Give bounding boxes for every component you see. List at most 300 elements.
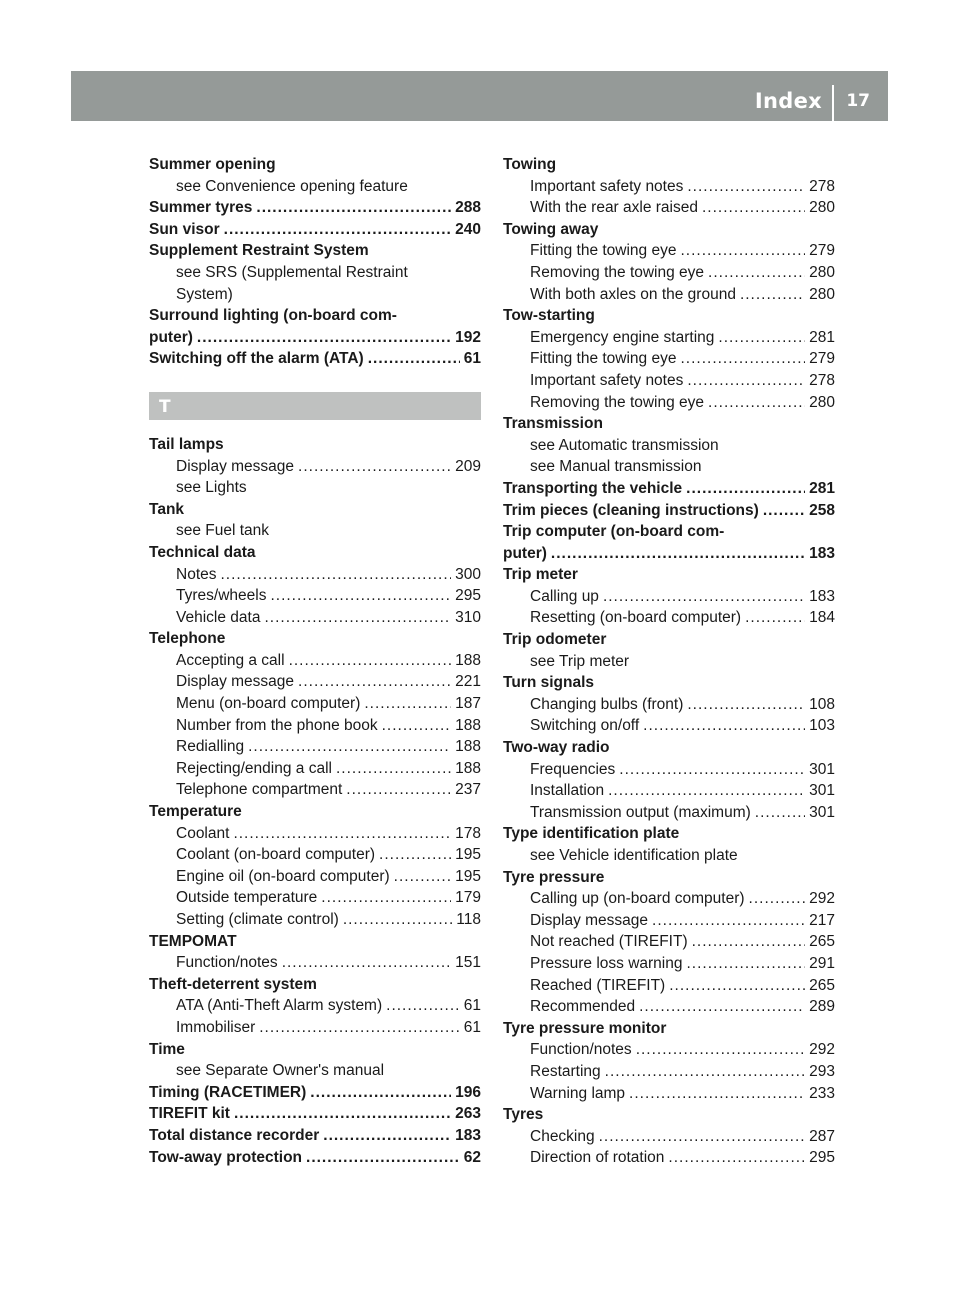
page-reference: 278 [809, 371, 835, 389]
entry-text: Surround lighting (on-board com- [149, 307, 397, 325]
index-subentry [149, 607, 481, 629]
entry-text: Coolant [176, 824, 230, 842]
entry-text: Timing (RACETIMER) [149, 1083, 307, 1101]
entry-text: Pressure loss warning [530, 954, 683, 972]
entry-text: Removing the towing eye [530, 263, 705, 281]
page-reference: 288 [455, 199, 481, 217]
dot-leader [755, 802, 805, 824]
page-reference: 151 [455, 954, 481, 972]
entry-text: see Trip meter [530, 652, 630, 670]
entry-text: Immobiliser [176, 1018, 256, 1036]
index-heading [149, 1103, 481, 1125]
entry-text: Reached (TIREFIT) [530, 976, 666, 994]
entry-text: Tow-starting [503, 307, 595, 325]
dot-leader [708, 262, 805, 284]
page-reference: 217 [809, 911, 835, 929]
entry-text: Recommended [530, 998, 636, 1016]
dot-leader [386, 995, 460, 1017]
index-subentry [149, 456, 481, 478]
dot-leader [639, 996, 805, 1018]
index-line [176, 477, 481, 499]
dot-leader [643, 715, 805, 737]
entry-text: Coolant (on-board computer) [176, 846, 376, 864]
entry-text: Tail lamps [149, 435, 224, 453]
index-line [176, 262, 481, 305]
index-line [176, 823, 481, 845]
entry-text: Number from the phone book [176, 716, 378, 734]
entry-text: ATA (Anti-Theft Alarm system) [176, 997, 383, 1015]
entry-text: Resetting (on-board computer) [530, 609, 742, 627]
page-reference: 295 [809, 1149, 835, 1167]
entry-text: see Automatic transmission [530, 436, 719, 454]
index-line [503, 543, 835, 565]
index-heading [503, 672, 835, 694]
index-line [530, 953, 835, 975]
index-subentry [149, 176, 481, 198]
index-heading [503, 1018, 835, 1040]
entry-text: Turn signals [503, 674, 595, 692]
entry-text: Rejecting/ending a call [176, 759, 332, 777]
entry-text: Transmission [503, 415, 603, 433]
index-line [149, 1039, 481, 1061]
index-line [530, 845, 835, 867]
index-line [149, 801, 481, 823]
dot-leader [652, 910, 805, 932]
index-subentry [149, 887, 481, 909]
index-subentry [503, 197, 835, 219]
index-line [530, 586, 835, 608]
dot-leader [763, 500, 805, 522]
index-line [530, 392, 835, 414]
entry-text: Trip computer (on-board com- [503, 523, 725, 541]
dot-leader [270, 585, 451, 607]
page-reference: 188 [455, 651, 481, 669]
entry-text: see Manual transmission [530, 458, 702, 476]
dot-leader [282, 952, 451, 974]
index-line [530, 996, 835, 1018]
dot-leader [680, 240, 805, 262]
index-line [503, 521, 835, 543]
index-heading [503, 500, 835, 522]
index-subentry [149, 758, 481, 780]
index-line [530, 176, 835, 198]
index-line [530, 975, 835, 997]
dot-leader [686, 953, 805, 975]
index-line [530, 370, 835, 392]
index-heading [503, 413, 835, 435]
index-subentry [503, 759, 835, 781]
index-subentry [149, 715, 481, 737]
dot-leader [323, 1125, 451, 1147]
entry-text: Redialling [176, 738, 245, 756]
page-reference: 188 [455, 759, 481, 777]
index-line [149, 931, 481, 953]
index-line [530, 1147, 835, 1169]
index-line [176, 585, 481, 607]
page-reference: 178 [455, 824, 481, 842]
dot-leader [745, 607, 805, 629]
index-subentry [149, 736, 481, 758]
index-subentry [503, 888, 835, 910]
entry-text: see Vehicle identification plate [530, 847, 738, 864]
entry-text: Type identification plate [503, 825, 680, 843]
entry-text: Switching off the alarm (ATA) [149, 350, 364, 368]
dot-leader [289, 650, 452, 672]
index-subentry [149, 564, 481, 586]
index-subentry [503, 953, 835, 975]
index-line [503, 823, 835, 845]
index-line [176, 607, 481, 629]
entry-text: With both axles on the ground [530, 285, 736, 303]
dot-leader [687, 694, 805, 716]
index-line [530, 1061, 835, 1083]
index-line [530, 931, 835, 953]
page-reference: 103 [809, 717, 835, 735]
entry-text: Removing the towing eye [530, 393, 705, 411]
index-line [176, 844, 481, 866]
dot-leader [718, 327, 805, 349]
index-heading [149, 974, 481, 996]
entry-text: Sun visor [149, 220, 220, 238]
entry-text: Two-way radio [503, 739, 610, 757]
index-line [503, 154, 835, 176]
page-reference: 281 [809, 328, 835, 346]
dot-leader [346, 779, 451, 801]
index-heading [149, 305, 481, 327]
dot-leader [749, 888, 806, 910]
index-subentry [503, 370, 835, 392]
dot-leader [306, 1147, 460, 1169]
right-column [503, 154, 835, 1169]
dot-leader [382, 715, 452, 737]
index-line [503, 629, 835, 651]
index-subentry [149, 262, 481, 305]
index-subentry [503, 715, 835, 737]
page-reference: 278 [809, 177, 835, 195]
dot-leader [687, 176, 805, 198]
index-heading [149, 240, 481, 262]
dot-leader [708, 392, 805, 414]
entry-text: Function/notes [176, 954, 278, 972]
page-reference: 265 [809, 976, 835, 994]
header-divider [832, 85, 834, 121]
dot-leader [224, 219, 451, 241]
page-reference: 188 [455, 738, 481, 756]
section-letter-bar: T [149, 392, 481, 420]
index-subentry [149, 520, 481, 542]
page-reference: 279 [809, 242, 835, 260]
entry-text: With the rear axle raised [530, 199, 698, 217]
index-subentry [149, 693, 481, 715]
page-reference: 280 [809, 285, 835, 303]
index-line [176, 887, 481, 909]
left-column [149, 154, 481, 1168]
dot-leader [551, 543, 805, 565]
page-number: 17 [846, 91, 870, 111]
index-line [176, 456, 481, 478]
entry-text: Accepting a call [176, 651, 285, 669]
entry-text: Notes [176, 565, 217, 583]
entry-text: Transporting the vehicle [503, 479, 683, 497]
entry-text: Warning lamp [530, 1084, 626, 1102]
page-reference: 279 [809, 350, 835, 368]
index-line [176, 995, 481, 1017]
page-reference: 221 [455, 673, 481, 691]
index-subentry [503, 1147, 835, 1169]
index-line [149, 1125, 481, 1147]
index-line [176, 520, 481, 542]
index-heading [149, 219, 481, 241]
dot-leader [379, 844, 451, 866]
index-heading [503, 823, 835, 845]
index-heading [503, 543, 835, 565]
page-reference: 237 [455, 781, 481, 799]
index-subentry [149, 909, 481, 931]
index-line [530, 888, 835, 910]
index-line [176, 1017, 481, 1039]
page-reference: 281 [809, 479, 835, 497]
entry-text: Vehicle data [176, 608, 261, 626]
entry-text: Theft-deterrent system [149, 975, 317, 993]
index-line [176, 176, 481, 198]
index-line [176, 909, 481, 931]
index-heading [149, 801, 481, 823]
page-reference: 295 [455, 587, 481, 605]
entry-text: Towing away [503, 220, 599, 238]
entry-text: Technical data [149, 543, 256, 561]
dot-leader [669, 975, 805, 997]
index-heading [149, 931, 481, 953]
dot-leader [264, 607, 451, 629]
index-line [530, 348, 835, 370]
index-line [176, 736, 481, 758]
index-subentry [149, 1060, 481, 1082]
entry-text: Fitting the towing eye [530, 242, 677, 260]
index-heading [503, 1104, 835, 1126]
entry-text: Tyres/wheels [176, 587, 267, 605]
index-line [176, 758, 481, 780]
index-line [503, 305, 835, 327]
entry-text: Trip meter [503, 566, 578, 584]
index-line [530, 456, 835, 478]
index-line [530, 780, 835, 802]
index-subentry [149, 585, 481, 607]
page-reference: 301 [809, 803, 835, 821]
index-subentry [149, 866, 481, 888]
index-subentry [503, 694, 835, 716]
index-subentry [503, 435, 835, 457]
index-subentry [503, 586, 835, 608]
index-subentry [503, 1061, 835, 1083]
index-subentry [503, 1126, 835, 1148]
index-line [176, 564, 481, 586]
index-line [530, 910, 835, 932]
index-line [176, 952, 481, 974]
index-subentry [503, 348, 835, 370]
index-line [176, 693, 481, 715]
dot-leader [233, 823, 451, 845]
index-line [149, 1103, 481, 1125]
index-line [530, 759, 835, 781]
index-line [530, 262, 835, 284]
page-reference: 263 [455, 1105, 481, 1123]
index-line [149, 197, 481, 219]
dot-leader [608, 780, 805, 802]
index-subentry [503, 975, 835, 997]
dot-leader [629, 1083, 805, 1105]
entry-text: Tyre pressure [503, 868, 605, 886]
entry-text: see SRS (Supplemental Restraint System) [176, 263, 408, 303]
page-reference: 61 [463, 997, 481, 1015]
page-reference: 233 [809, 1084, 835, 1102]
index-subentry [503, 780, 835, 802]
index-line [530, 715, 835, 737]
index-line [503, 564, 835, 586]
entry-text: Calling up (on-board computer) [530, 890, 745, 908]
dot-leader [197, 327, 451, 349]
index-subentry [503, 1039, 835, 1061]
page-reference: 287 [809, 1127, 835, 1145]
index-heading [149, 628, 481, 650]
index-subentry [503, 845, 835, 867]
page-reference: 195 [455, 846, 481, 864]
index-heading [503, 154, 835, 176]
entry-text: Summer opening [149, 156, 276, 173]
index-line [530, 327, 835, 349]
page-reference: 188 [455, 716, 481, 734]
page-reference: 61 [463, 1018, 481, 1036]
index-heading [503, 564, 835, 586]
index-heading [503, 478, 835, 500]
entry-text: Menu (on-board computer) [176, 695, 361, 713]
index-line [176, 866, 481, 888]
dot-leader [298, 456, 451, 478]
index-line [149, 542, 481, 564]
entry-text: Display message [176, 673, 295, 691]
index-line [530, 284, 835, 306]
page-reference: 108 [809, 695, 835, 713]
dot-leader [336, 758, 451, 780]
page-reference: 301 [809, 760, 835, 778]
entry-text: Summer tyres [149, 199, 253, 217]
page-reference: 280 [809, 263, 835, 281]
index-subentry [503, 996, 835, 1018]
index-line [530, 1126, 835, 1148]
page-reference: 240 [455, 220, 481, 238]
entry-text: Switching on/off [530, 717, 640, 735]
index-subentry [503, 176, 835, 198]
index-subentry [503, 910, 835, 932]
entry-text: Display message [530, 911, 649, 929]
index-heading [149, 542, 481, 564]
page-reference: 258 [809, 501, 835, 519]
index-heading [149, 434, 481, 456]
index-heading [503, 521, 835, 543]
dot-leader [259, 1017, 460, 1039]
page-reference: 300 [455, 565, 481, 583]
index-subentry [503, 262, 835, 284]
page-reference: 183 [809, 587, 835, 605]
index-line [149, 434, 481, 456]
entry-text: Tyre pressure monitor [503, 1019, 667, 1037]
index-subentry [503, 607, 835, 629]
index-line [503, 478, 835, 500]
index-subentry [149, 671, 481, 693]
index-line [176, 779, 481, 801]
index-line [149, 327, 481, 349]
index-heading [503, 305, 835, 327]
dot-leader [692, 931, 806, 953]
dot-leader [221, 564, 452, 586]
index-line [176, 1060, 481, 1082]
page-reference: 301 [809, 782, 835, 800]
index-line [530, 197, 835, 219]
entry-text: Setting (climate control) [176, 911, 339, 928]
entry-text: see Fuel tank [176, 522, 270, 540]
index-line [503, 867, 835, 889]
page-reference: 187 [455, 695, 481, 713]
dot-leader [619, 759, 805, 781]
entry-text: Tank [149, 500, 185, 518]
index-subentry [503, 392, 835, 414]
entry-text: Changing bulbs (front) [530, 695, 684, 713]
index-line [149, 974, 481, 996]
entry-text: Outside temperature [176, 889, 318, 907]
left-entries-before [149, 154, 481, 370]
index-subentry [503, 651, 835, 673]
page-reference: 291 [809, 954, 835, 972]
dot-leader [394, 866, 451, 888]
index-line [149, 499, 481, 521]
index-subentry [503, 284, 835, 306]
entry-text: see Separate Owner's manual [176, 1062, 385, 1080]
index-heading [503, 737, 835, 759]
page-reference: 280 [809, 393, 835, 411]
page-reference: 280 [809, 199, 835, 217]
index-subentry [149, 779, 481, 801]
dot-leader [343, 909, 452, 931]
index-heading [149, 1039, 481, 1061]
entry-text: TEMPOMAT [149, 932, 237, 950]
entry-text: Tow-away protection [149, 1148, 303, 1166]
page-reference: 118 [456, 911, 481, 928]
index-heading [149, 1082, 481, 1104]
entry-text: Not reached (TIREFIT) [530, 933, 688, 951]
entry-text: see Convenience opening feature [176, 177, 408, 195]
entry-text: Important safety notes [530, 371, 684, 389]
entry-text: Calling up [530, 587, 599, 605]
entry-text: Direction of rotation [530, 1149, 665, 1167]
dot-leader [687, 370, 805, 392]
entry-text: Telephone compartment [176, 781, 343, 799]
index-subentry [503, 240, 835, 262]
dot-leader [368, 348, 460, 370]
index-subentry [503, 1083, 835, 1105]
index-line [503, 500, 835, 522]
index-subentry [503, 327, 835, 349]
index-subentry [149, 952, 481, 974]
entry-text: Installation [530, 782, 605, 800]
entry-text: Important safety notes [530, 177, 684, 195]
entry-text: Fitting the towing eye [530, 350, 677, 368]
index-line [149, 154, 481, 176]
entry-text: puter) [149, 328, 193, 346]
index-heading [149, 499, 481, 521]
index-line [530, 802, 835, 824]
index-line [176, 650, 481, 672]
entry-text: Checking [530, 1127, 595, 1145]
entry-text: Emergency engine starting [530, 328, 715, 346]
